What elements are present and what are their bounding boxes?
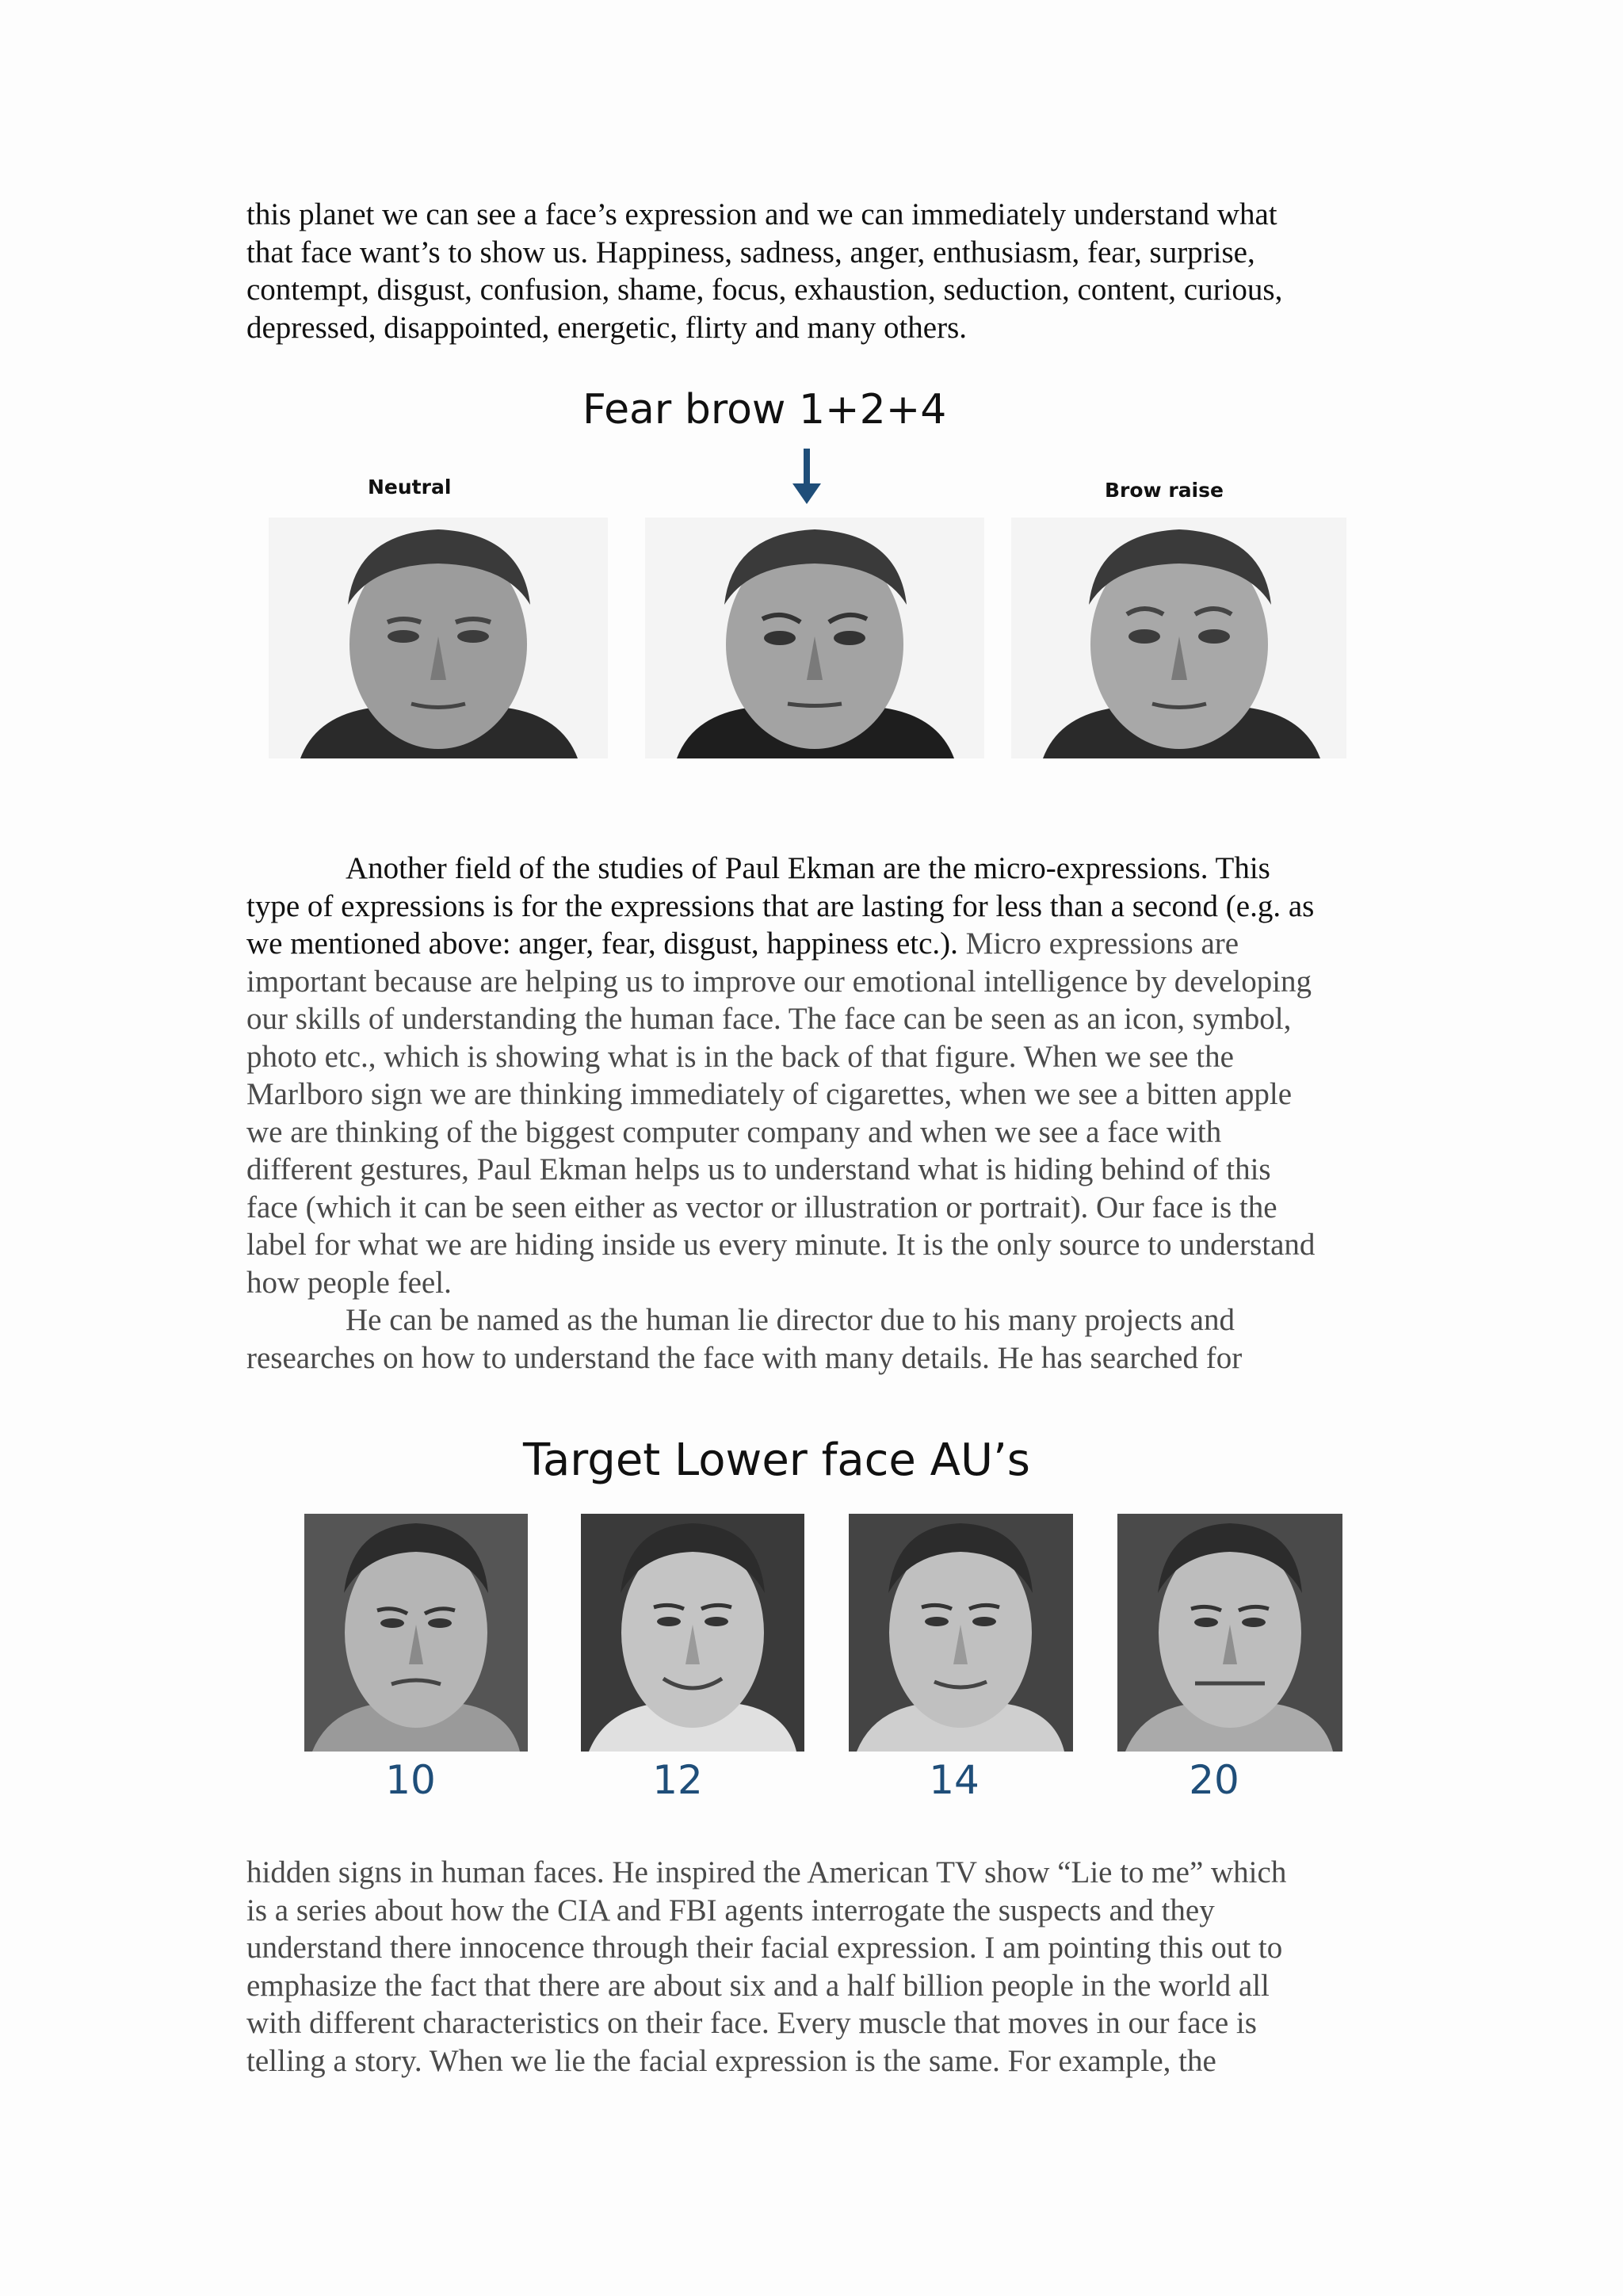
text-line: is a series about how the CIA and FBI agents interrogate the suspects and they <box>246 1893 1215 1927</box>
text-line: important because are helping us to improve our emotional intelligence by developing <box>246 964 1312 999</box>
au-number-20: 20 <box>1189 1757 1239 1803</box>
label-neutral: Neutral <box>368 476 452 499</box>
text-line: Marlboro sign we are thinking immediately of cigarettes, when we see a bitten apple <box>246 1077 1293 1111</box>
label-brow-raise: Brow raise <box>1105 479 1224 502</box>
text-line: different gestures, Paul Ekman helps us to understand what is hiding behind of this <box>246 1152 1271 1186</box>
figure-title: Target Lower face AU’s <box>523 1435 1030 1486</box>
text-line: our skills of understanding the human face. The face can be seen as an icon, symbol, <box>246 1002 1292 1036</box>
down-arrow-icon <box>789 449 824 506</box>
paragraph-lie-director <box>246 1301 1388 1377</box>
text-line: contempt, disgust, confusion, shame, focus, exhaustion, seduction, content, curious, <box>246 273 1283 307</box>
figure-title: Fear brow 1+2+4 <box>582 386 947 434</box>
text-line: hidden signs in human faces. He inspired the American TV show “Lie to me” which <box>246 1855 1287 1889</box>
text-line: Another field of the studies of Paul Ekman are the micro-expressions. This <box>346 851 1270 885</box>
au-number-10: 10 <box>385 1757 436 1803</box>
text-line: He can be named as the human lie director due to his many projects and <box>346 1303 1235 1337</box>
face-photo-au14 <box>849 1514 1073 1752</box>
au-number-12: 12 <box>652 1757 703 1803</box>
text-span: Micro expressions are <box>965 926 1239 961</box>
text-line: photo etc., which is showing what is in the back of that figure. When we see the <box>246 1039 1234 1074</box>
text-line: telling a story. When we lie the facial expression is the same. For example, the <box>246 2043 1216 2078</box>
face-photo-neutral <box>269 518 608 758</box>
text-line: type of expressions is for the expressions that are lasting for less than a second (e.g. as <box>246 888 1315 923</box>
text-line: depressed, disappointed, energetic, flirty and many others. <box>246 310 968 345</box>
text-line: face (which it can be seen either as vector or illustration or portrait). Our face is the <box>246 1190 1277 1224</box>
face-photo-au20 <box>1117 1514 1342 1752</box>
paragraph-intro <box>246 196 1388 346</box>
face-photo-brow-raise <box>1011 518 1346 758</box>
text-line: how people feel. <box>246 1265 452 1300</box>
paragraph-lie-to-me <box>246 1854 1388 2080</box>
text-line: we are thinking of the biggest computer company and when we see a face with <box>246 1114 1222 1149</box>
text-line: emphasize the fact that there are about six and a half billion people in the world all <box>246 1968 1270 2003</box>
text-line: researches on how to understand the face with many details. He has searched for <box>246 1340 1243 1375</box>
text-line: with different characteristics on their face. Every muscle that moves in our face is <box>246 2006 1257 2040</box>
text-line: this planet we can see a face’s expression and we can immediately understand what <box>246 197 1277 231</box>
face-photo-au12 <box>581 1514 804 1752</box>
text-line: understand there innocence through their facial expression. I am pointing this out to <box>246 1931 1283 1965</box>
au-number-14: 14 <box>929 1757 980 1803</box>
text-line: that face want’s to show us. Happiness, sadness, anger, enthusiasm, fear, surprise, <box>246 235 1255 269</box>
face-photo-fear-brow <box>645 518 984 758</box>
paragraph-micro-expressions <box>246 850 1388 1301</box>
text-line: label for what we are hiding inside us every minute. It is the only source to understand <box>246 1228 1316 1262</box>
face-photo-au10 <box>304 1514 528 1752</box>
text-line: we mentioned above: anger, fear, disgust, happiness etc.). <box>246 926 966 961</box>
